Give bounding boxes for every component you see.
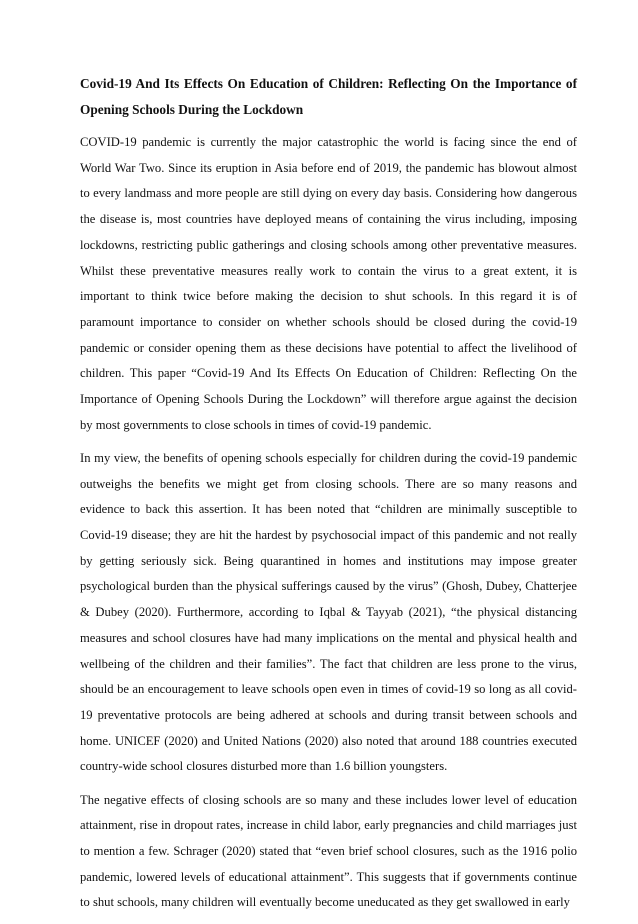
paragraph-2: In my view, the benefits of opening schools especially for children during the covid-19 pandemic outweighs the benefits we might get from closing schools. There are so many reasons and evidence to back this assertion. It has been noted that “children are minimally susceptible to Covid-19 disease; they are hit the hardest by psychosocial impact of this pandemic and not really by getting seriously sick. Being quarantined in homes and institutions may impose greater psychological burden than the physical sufferings caused by the virus” (Ghosh, Dubey, Chatterjee & Dubey (2020). Furthermore, according to Iqbal & Tayyab (2021), “the physical distancing measures and school closures have had many implications on the mental and physical health and wellbeing of the children and their families”. The fact that children are less prone to the virus, should be an encouragement to leave schools open even in times of covid-19 so long as all covid-19 preventative protocols are being adhered at schools and during transit between schools and home. UNICEF (2020) and United Nations (2020) also noted that around 188 countries executed country-wide school closures disturbed more than 1.6 billion youngsters.	[80, 450, 577, 774]
paragraph-3: The negative effects of closing schools are so many and these includes lower level of education attainment, rise in dropout rates, increase in child labor, early pregnancies and child marriages just to mention a few. Schrager (2020) stated that “even brief school closures, such as the 1916 polio pandemic, lowered levels of educational attainment”. This suggests that if governments continue to shut schools, many children will eventually become uneducated as they get swallowed in early	[80, 792, 577, 910]
document-body	[80, 71, 577, 924]
paragraph-1: COVID-19 pandemic is currently the major catastrophic the world is facing since the end of World War Two. Since its eruption in Asia before end of 2019, the pandemic has blowout almost to every landmass and more people are still dying on every day basis. Considering how dangerous the disease is, most countries have deployed means of containing the virus including, imposing lockdowns, restricting public gatherings and closing schools among other preventative measures. Whilst these preventative measures really work to contain the virus to a great extent, it is important to think twice before making the decision to shut schools. In this regard it is of paramount importance to consider on whether schools should be closed during the covid-19 pandemic or consider opening them as these decisions have potential to affect the livelihood of children. This paper “Covid-19 And Its Effects On Education of Children: Reflecting On the Importance of Opening Schools During the Lockdown” will therefore argue against the decision by most governments to close schools in times of covid-19 pandemic.	[80, 135, 577, 432]
document-title: Covid-19 And Its Effects On Education of Children: Reflecting On the Importance of Opening Schools During the Lockdown	[80, 76, 577, 117]
